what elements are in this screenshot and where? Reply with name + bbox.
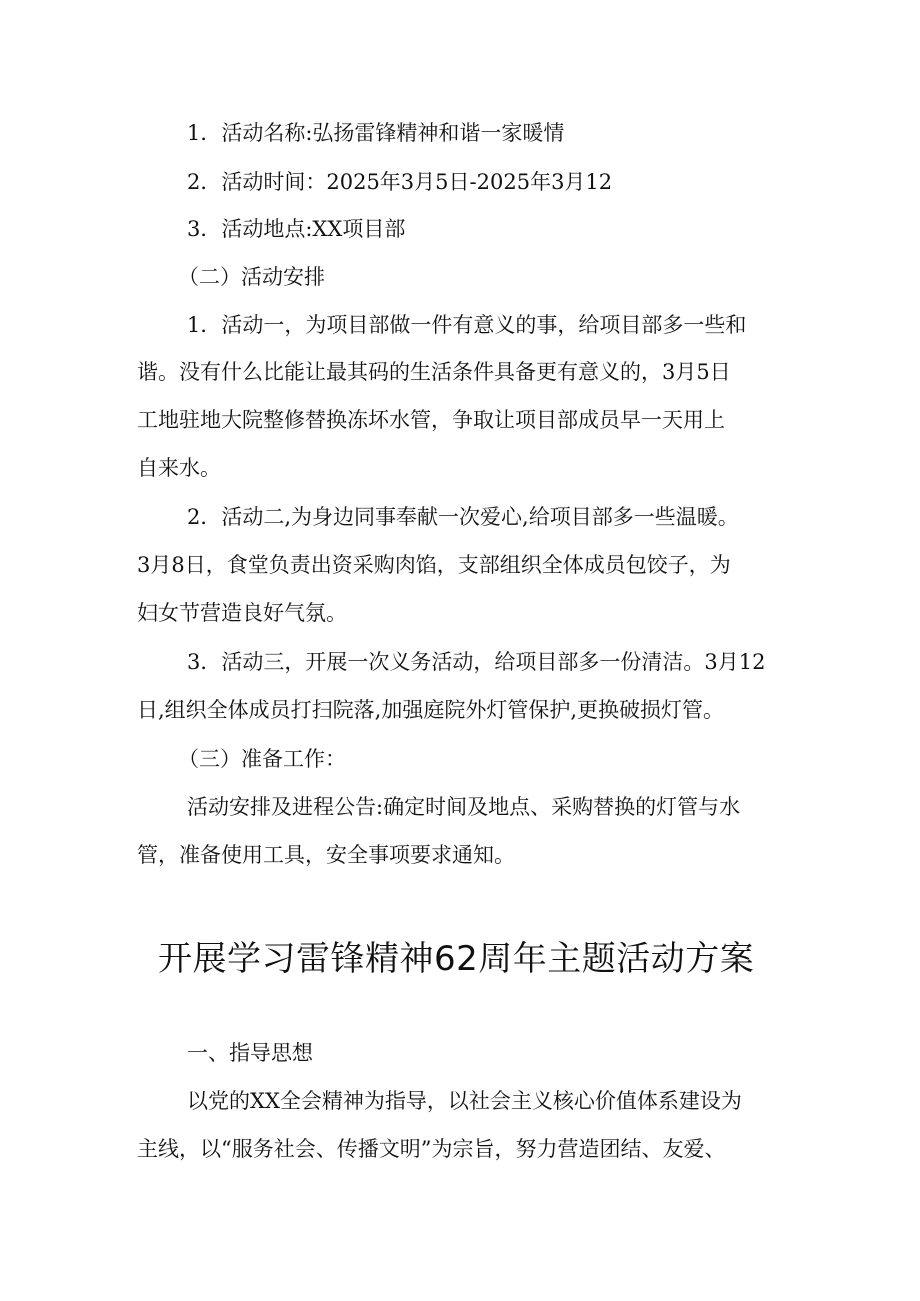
activity-3-line: 日,组织全体成员打扫院落,加强庭院外灯管保护,更换破损灯管。 [137, 698, 725, 722]
activity-1-line: 工地驻地大院整修替换冻坏水管，争取让项目部成员早一天用上 [137, 408, 725, 432]
item-activity-name: 1．活动名称:弘扬雷锋精神和谐一家暖情 [187, 121, 565, 145]
preparation-line: 活动安排及进程公告:确定时间及地点、采购替换的灯管与水 [187, 795, 741, 819]
activity-3-line: 3．活动三，开展一次义务活动，给项目部多一份清洁。3月12 [187, 650, 766, 674]
preparation-line: 管，准备使用工具，安全事项要求通知。 [137, 843, 515, 867]
guiding-heading: 一、指导思想 [187, 1041, 313, 1065]
guiding-line: 以党的XX全会精神为指导，以社会主义核心价值体系建设为 [187, 1089, 742, 1113]
activity-1-line: 1．活动一，为项目部做一件有意义的事，给项目部多一些和 [187, 313, 747, 337]
preparation-heading: （三）准备工作： [178, 747, 346, 771]
activity-2-line: 3月8日，食堂负责出资采购肉馅，支部组织全体成员包饺子，为 [137, 553, 731, 577]
activity-1-line: 自来水。 [137, 456, 221, 480]
activity-1-line: 谐。没有什么比能让最其码的生活条件具备更有意义的，3月5日 [137, 360, 731, 384]
activity-2-line: 妇女节营造良好气氛。 [137, 601, 347, 625]
item-activity-time: 2．活动时间：2025年3月5日-2025年3月12 [187, 170, 613, 194]
arrangement-heading: （二）活动安排 [178, 265, 325, 289]
item-activity-location: 3．活动地点:XX项目部 [187, 217, 406, 241]
guiding-line: 主线，以“服务社会、传播文明”为宗旨，努力营造团结、友爱、 [137, 1137, 726, 1161]
activity-2-line: 2．活动二,为身边同事奉献一次爱心,给项目部多一些温暖。 [187, 505, 739, 529]
document-title: 开展学习雷锋精神62周年主题活动方案 [158, 939, 755, 979]
